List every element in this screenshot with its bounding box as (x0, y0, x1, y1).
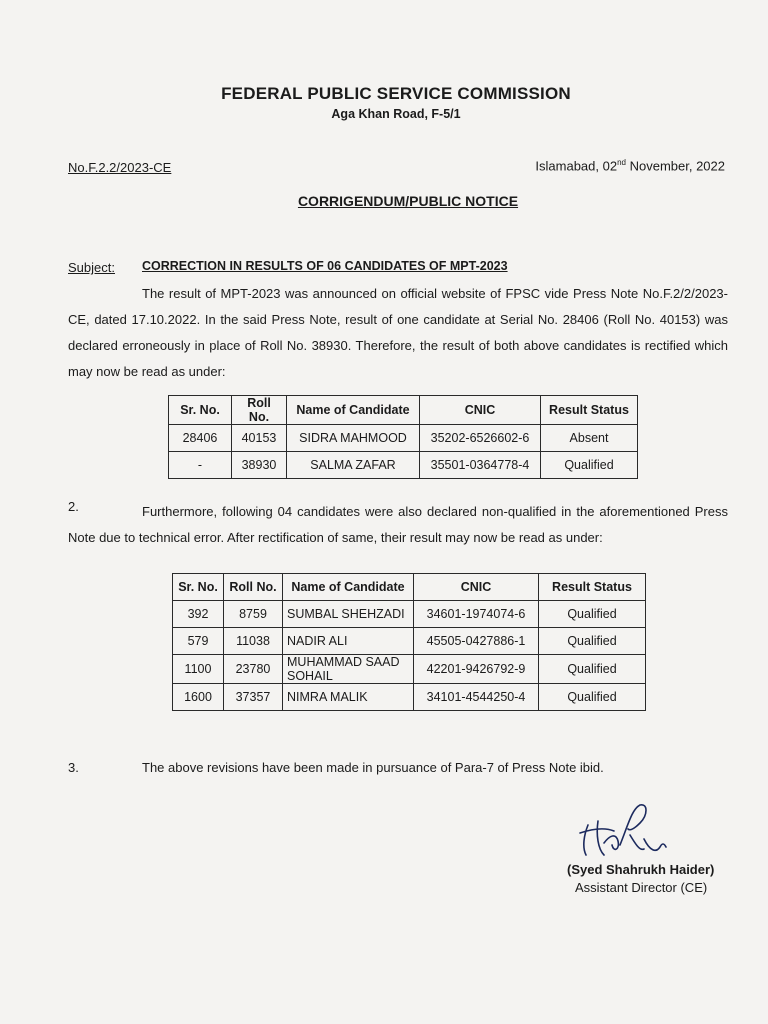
cell-cnic: 45505-0427886-1 (414, 628, 539, 655)
cell-cnic: 34601-1974074-6 (414, 601, 539, 628)
table-row (173, 601, 646, 628)
signature-icon (570, 795, 690, 865)
signatory-name: (Syed Shahrukh Haider) (567, 862, 715, 877)
results-table-2 (172, 573, 646, 711)
paragraph-3: The above revisions have been made in pursuance of Para-7 of Press Note ibid. (142, 760, 604, 775)
cell-roll-no: 11038 (224, 628, 283, 655)
cell-name: SUMBAL SHEHZADI (283, 601, 414, 628)
cell-result: Qualified (539, 601, 646, 628)
col-name: Name of Candidate (287, 396, 420, 425)
cell-sr-no: 28406 (169, 425, 232, 452)
cell-cnic: 42201-9426792-9 (414, 655, 539, 684)
organization-address: Aga Khan Road, F-5/1 (331, 107, 461, 121)
cell-cnic: 35501-0364778-4 (420, 452, 541, 479)
col-sr-no: Sr. No. (173, 574, 224, 601)
subject-text: CORRECTION IN RESULTS OF 06 CANDIDATES OF MPT-2023 (142, 259, 508, 273)
cell-sr-no: 392 (173, 601, 224, 628)
date-line (535, 158, 725, 173)
paragraph-2-number: 2. (68, 499, 79, 514)
col-cnic: CNIC (420, 396, 541, 425)
date-month-year: November, 2022 (625, 158, 725, 174)
col-sr-no: Sr. No. (169, 396, 232, 425)
cell-roll-no: 8759 (224, 601, 283, 628)
cell-cnic: 34101-4544250-4 (414, 684, 539, 711)
cell-sr-no: 579 (173, 628, 224, 655)
organization-title: FEDERAL PUBLIC SERVICE COMMISSION (221, 84, 571, 103)
col-result: Result Status (539, 574, 646, 601)
subject-label: Subject: (68, 260, 115, 275)
cell-name: NADIR ALI (283, 628, 414, 655)
table-row (169, 452, 638, 479)
notice-title: CORRIGENDUM/PUBLIC NOTICE (297, 193, 519, 209)
col-cnic: CNIC (414, 574, 539, 601)
cell-sr-no: 1600 (173, 684, 224, 711)
cell-name: SALMA ZAFAR (287, 452, 420, 479)
cell-roll-no: 38930 (232, 452, 287, 479)
signature (570, 795, 690, 865)
cell-result: Qualified (539, 684, 646, 711)
signatory-designation: Assistant Director (CE) (575, 880, 708, 895)
table-header-row (173, 574, 646, 601)
paragraph-2: Furthermore, following 04 candidates were also declared non-qualified in the aforementioned Press Note due to technical error. After rectification of same, their result may now be read as under: (68, 504, 728, 545)
col-roll-no: Roll No. (232, 396, 287, 425)
cell-name: NIMRA MALIK (283, 684, 414, 711)
paragraph-3-number: 3. (68, 760, 79, 775)
table-row (169, 425, 638, 452)
cell-name: SIDRA MAHMOOD (287, 425, 420, 452)
date-place: Islamabad, 02 (535, 158, 618, 174)
cell-cnic: 35202-6526602-6 (420, 425, 541, 452)
table-row (173, 684, 646, 711)
cell-roll-no: 23780 (224, 655, 283, 684)
cell-name: MUHAMMAD SAAD SOHAIL (283, 655, 414, 684)
cell-roll-no: 40153 (232, 425, 287, 452)
cell-result: Qualified (541, 452, 638, 479)
cell-result: Absent (541, 425, 638, 452)
table-header-row (169, 396, 638, 425)
reference-number: No.F.2.2/2023-CE (68, 160, 172, 175)
col-result: Result Status (541, 396, 638, 425)
col-roll-no: Roll No. (224, 574, 283, 601)
paragraph-1: The result of MPT-2023 was announced on official website of FPSC vide Press Note No.F.2/2/2023-CE, dated 17.10.2022. In the said Press Note, result of one candidate at Serial No. 28406 (Roll No. 40153) was declared erroneously in place of Roll No. 38930. Therefore, the result of both above candidates is rectified which may now be read as under: (68, 286, 728, 379)
cell-roll-no: 37357 (224, 684, 283, 711)
cell-result: Qualified (539, 655, 646, 684)
results-table-1 (168, 395, 638, 479)
date-suffix: nd (617, 158, 626, 167)
table-row (173, 655, 646, 684)
cell-sr-no: - (169, 452, 232, 479)
cell-result: Qualified (539, 628, 646, 655)
table-row (173, 628, 646, 655)
cell-sr-no: 1100 (173, 655, 224, 684)
col-name: Name of Candidate (283, 574, 414, 601)
